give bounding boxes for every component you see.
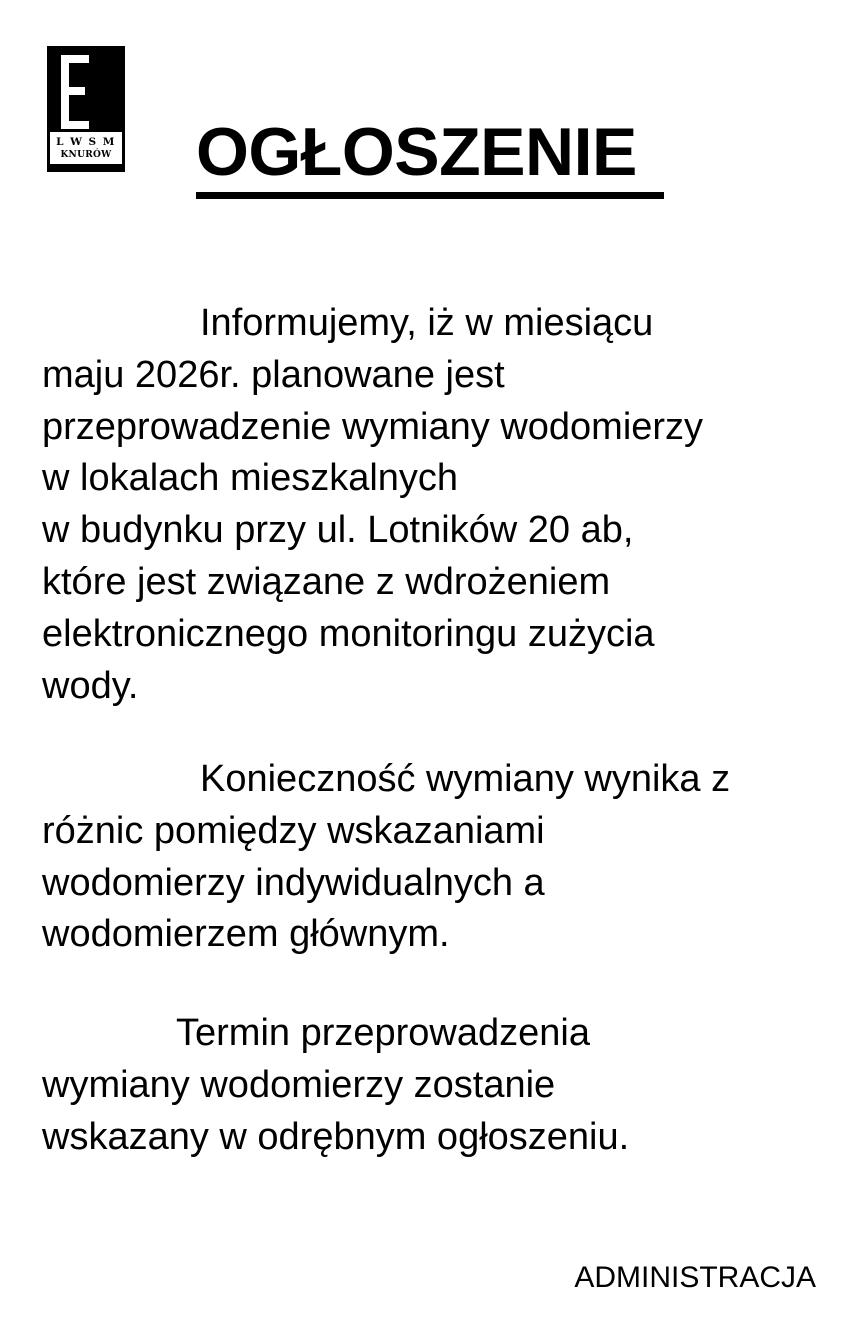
paragraph-line: wskazany w odrębnym ogłoszeniu. — [42, 1115, 630, 1158]
paragraph-line: maju 2026r. planowane jest — [42, 353, 505, 396]
signature: ADMINISTRACJA — [574, 1261, 816, 1294]
lwsm-logo-icon — [47, 46, 125, 172]
logo-line1: L W S M — [56, 136, 116, 148]
organization-logo — [47, 46, 125, 172]
paragraph-line: w lokalach mieszkalnych — [42, 457, 459, 500]
paragraph-line: przeprowadzenie wymiany wodomierzy — [42, 405, 704, 448]
paragraph-line: różnic pomiędzy wskazaniami — [42, 809, 545, 852]
title-underline — [196, 192, 664, 199]
page-title: OGŁOSZENIE — [196, 114, 637, 190]
paragraph-line: w budynku przy ul. Lotników 20 ab, — [42, 509, 634, 552]
logo-line2: KNURÓW — [60, 150, 112, 160]
paragraph-line: które jest związane z wdrożeniem — [42, 560, 611, 603]
paragraph-2 — [42, 754, 730, 961]
paragraph-line: Termin przeprowadzenia — [176, 1012, 590, 1054]
paragraph-3 — [42, 1008, 629, 1163]
paragraph-1 — [42, 298, 703, 712]
paragraph-line: wymiany wodomierzy zostanie — [42, 1063, 556, 1106]
paragraph-line: elektronicznego monitoringu zużycia — [42, 612, 655, 655]
paragraph-line: Konieczność wymiany wynika z — [200, 758, 731, 800]
paragraph-line: wodomierzy indywidualnych a — [42, 861, 545, 904]
paragraph-line: wodomierzem głównym. — [42, 913, 450, 956]
paragraph-line: Informujemy, iż w miesiącu — [200, 302, 654, 344]
paragraph-line: wody. — [42, 664, 139, 707]
